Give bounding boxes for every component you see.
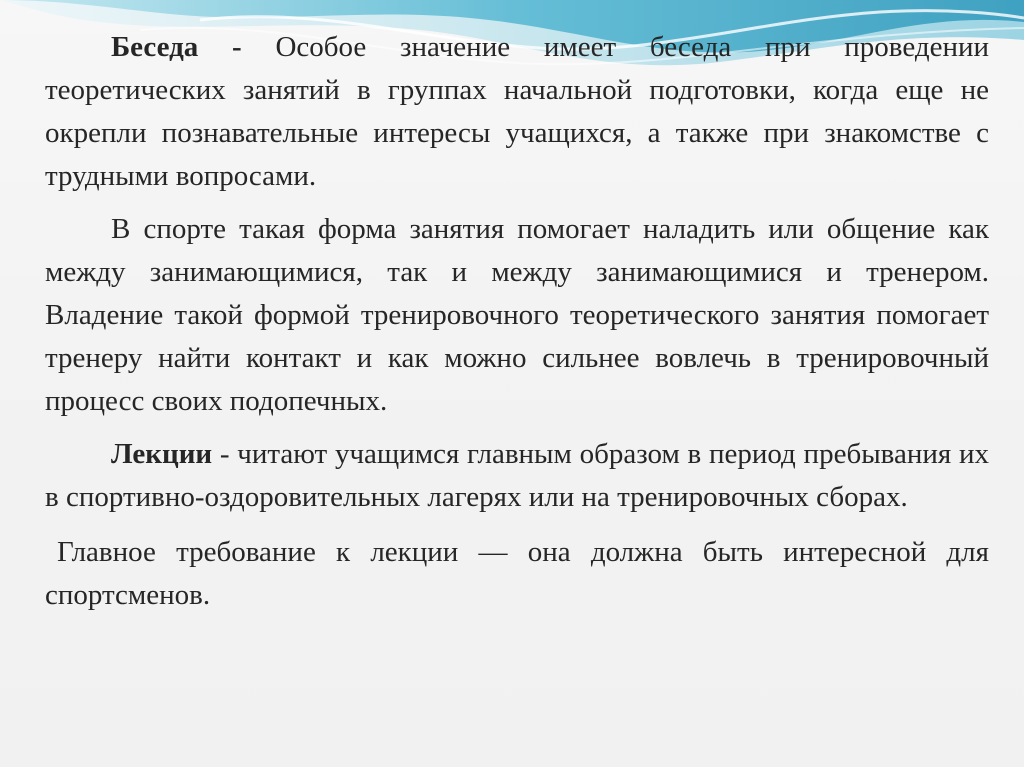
paragraph-requirement	[45, 531, 989, 617]
term-lectures: Лекции	[111, 438, 213, 470]
paragraph-sport-text: В спорте такая форма занятия помогает наладить или общение как между занимающимися, так и между занимающимися и тренером. Владение такой формой тренировочного теоретического занятия помогает тренеру найти контакт и как можно сильнее вовлечь в тренировочный процесс своих подопечных.	[45, 213, 989, 417]
paragraph-lectures-text: - читают учащимся главным образом в период пребывания их в спортивно-оздоровительных лагерях или на тренировочных сборах.	[45, 438, 989, 513]
paragraph-sport	[45, 208, 989, 423]
slide-body	[45, 26, 989, 629]
paragraph-requirement-text: Главное требование к лекции — она должна быть интересной для спортсменов.	[45, 536, 989, 611]
paragraph-conversation	[45, 26, 989, 198]
paragraph-lectures	[45, 433, 989, 519]
term-conversation: Беседа -	[111, 31, 242, 63]
paragraph-conversation-text: Особое значение имеет беседа при проведении теоретических занятий в группах начальной подготовки, когда еще не окрепли познавательные интересы учащихся, а также при знакомстве с трудными вопросами.	[45, 31, 989, 192]
